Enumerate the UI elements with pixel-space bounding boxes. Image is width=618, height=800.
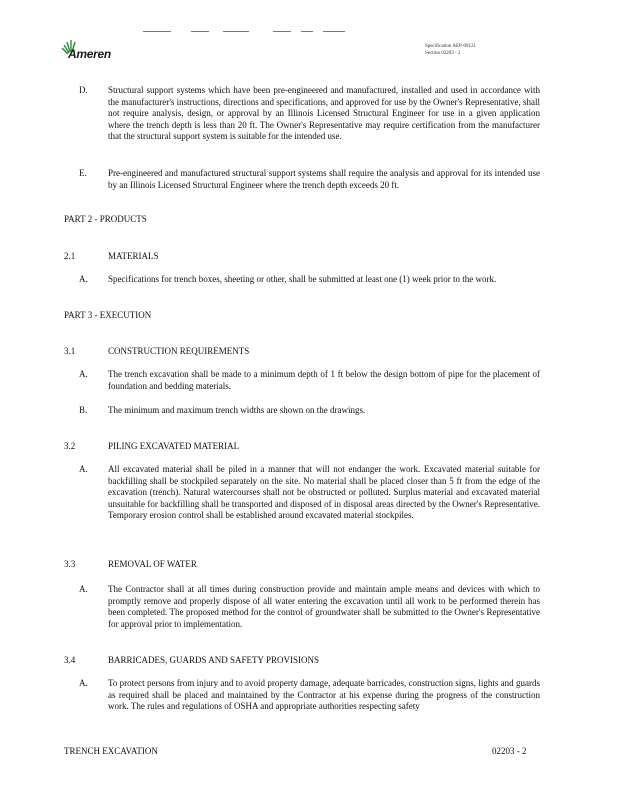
paragraph-3-2-a: All excavated material shall be piled in a manner that will not endanger the work. Excavated material suitable for backfilling shall be stockpiled separately on the site. No material shall be placed closer than 5 ft from the edge of the excavation (trench). Natural watercourses shall not be obstructed or polluted. Surplus material and excavated material unsuitable for backfilling shall be transported and disposed of in disposal areas directed by the Owner's Representative. Temporary erosion control shall be established around excavated material stockpiles.	[108, 464, 540, 521]
section-3-3-title: REMOVAL OF WATER	[108, 559, 197, 569]
section-2-1-title: MATERIALS	[108, 251, 159, 261]
paragraph-3-3-a: The Contractor shall at all times during construction provide and maintain ample means and devices with which to promptly remove and properly dispose of all water entering the excavation until all work to be performed therein has been completed. The proposed method for the control of groundwater shall be submitted to the Owner's Representative for approval prior to implementation.	[108, 584, 540, 629]
item-marker-3-2-a: A.	[79, 464, 88, 474]
header-rule	[143, 31, 343, 33]
section-3-1-number: 3.1	[64, 346, 76, 356]
spec-line-2: Section 02203 - 2	[425, 51, 461, 56]
paragraph-3-1-b: The minimum and maximum trench widths are shown on the drawings.	[108, 405, 366, 415]
paragraph-e: Pre-engineered and manufactured structural support systems shall require the analysis and approval for its intended use by an Illinois Licensed Structural Engineer where the trench depth exceeds 20 ft.	[108, 168, 540, 190]
section-2-1-number: 2.1	[64, 251, 76, 261]
part-2-heading: PART 2 - PRODUCTS	[64, 214, 147, 224]
paragraph-2-1-a: Specifications for trench boxes, sheeting or other, shall be submitted at least one (1) week prior to the work.	[108, 274, 497, 284]
paragraph-3-4-a: To protect persons from injury and to avoid property damage, adequate barricades, construction signs, lights and guards as required shall be placed and maintained by the Contractor at his expense during the progress of the construction work. The rules and regulations of OSHA and appropriate authorities respecting safety	[108, 678, 540, 712]
part-3-heading: PART 3 - EXECUTION	[64, 310, 152, 320]
section-3-2-number: 3.2	[64, 441, 76, 451]
section-3-1-title: CONSTRUCTION REQUIREMENTS	[108, 346, 250, 356]
paragraph-3-1-a: The trench excavation shall be made to a minimum depth of 1 ft below the design bottom of pipe for the placement of foundation and bedding materials.	[108, 369, 540, 391]
item-marker-3-1-a: A.	[79, 369, 88, 379]
section-3-2-title: PILING EXCAVATED MATERIAL	[108, 441, 240, 451]
footer-title: TRENCH EXCAVATION	[64, 746, 158, 756]
item-marker-e: E.	[79, 168, 87, 178]
footer-page-number: 02203 - 2	[492, 746, 527, 756]
item-marker-3-3-a: A.	[79, 584, 88, 594]
item-marker-d: D.	[79, 85, 88, 95]
section-3-4-title: BARRICADES, GUARDS AND SAFETY PROVISIONS	[108, 655, 319, 665]
spec-line-1: Specification AEP-00121	[425, 44, 476, 49]
item-marker-3-1-b: B.	[79, 405, 88, 415]
paragraph-d: Structural support systems which have been pre-engineered and manufactured, installed and used in accordance with the manufacturer's instructions, directions and specifications, and approved for use by the Owner's Representative, shall not require analysis, design, or approval by an Illinois Licensed Structural Engineer for use in a given application where the trench depth is less than 20 ft. The Owner's Representative may require certification from the manufacturer that the structural support system is suitable for the intended use.	[108, 85, 540, 142]
logo-wordmark: Ameren	[68, 47, 111, 61]
item-marker-3-4-a: A.	[79, 678, 88, 688]
spec-reference	[425, 43, 476, 57]
section-3-4-number: 3.4	[64, 655, 76, 665]
item-marker-2-1-a: A.	[79, 274, 88, 284]
section-3-3-number: 3.3	[64, 559, 76, 569]
